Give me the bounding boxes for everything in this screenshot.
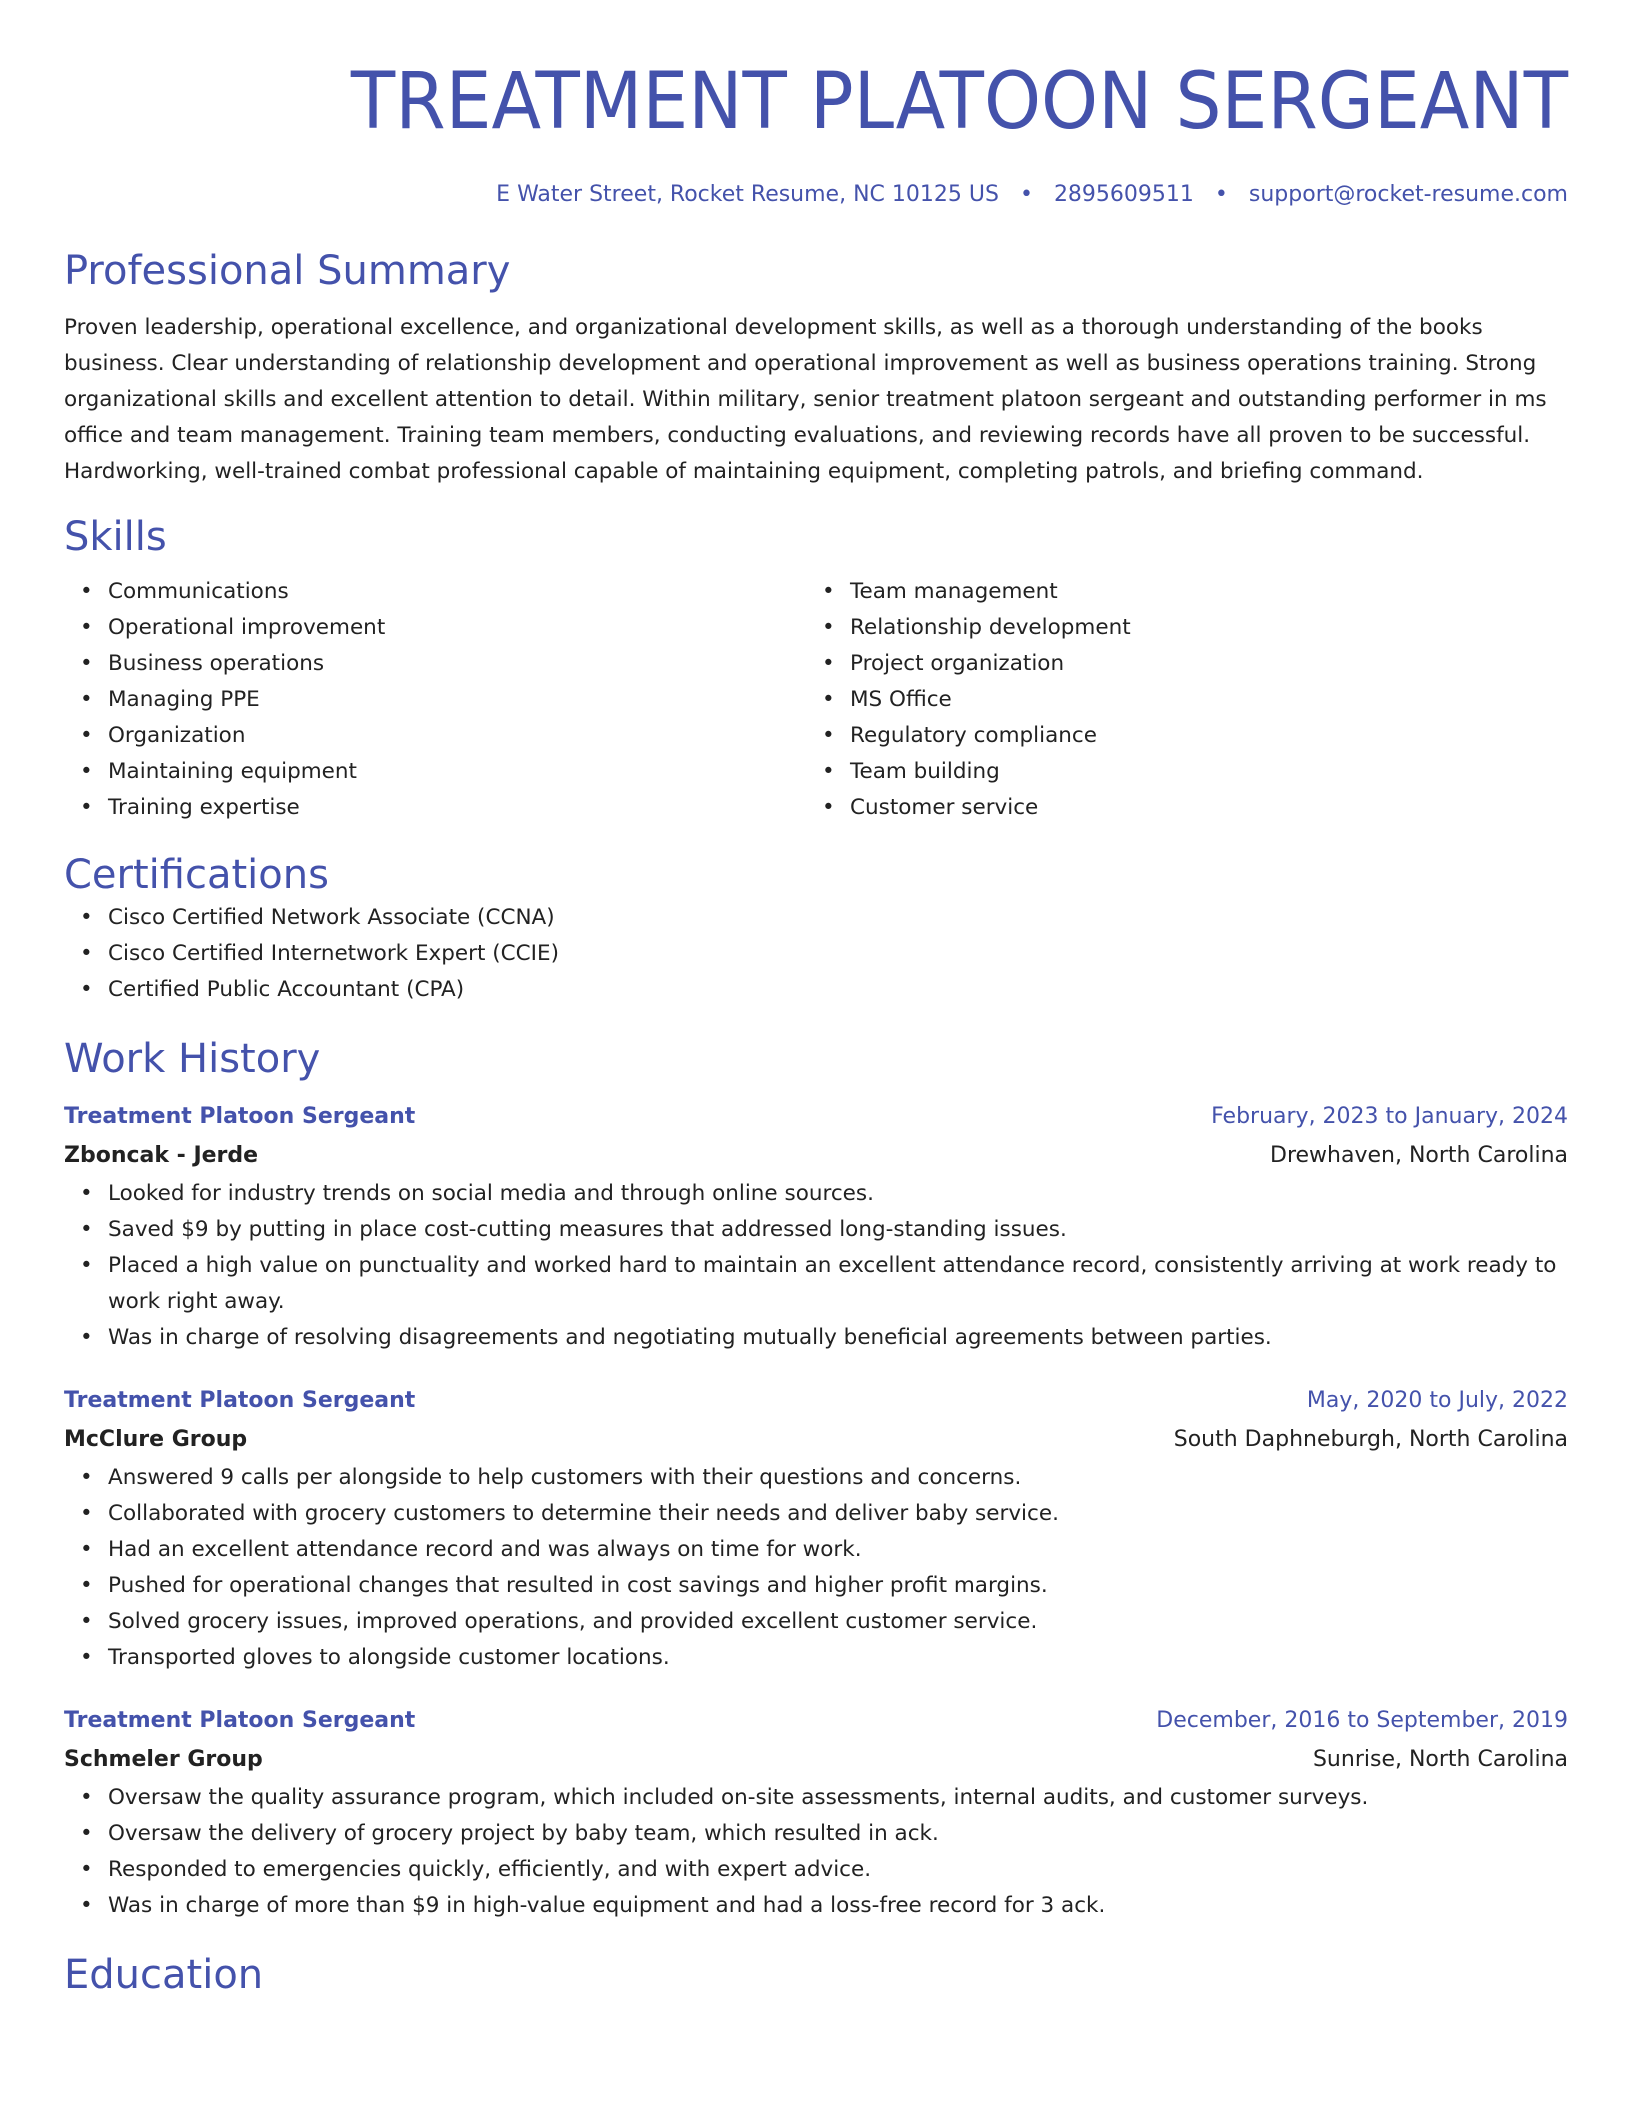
skill-label: Operational improvement <box>108 615 386 640</box>
skill-label: MS Office <box>850 687 952 712</box>
job-bullet <box>64 1460 1568 1496</box>
bullet-icon: • <box>80 1893 93 1918</box>
skills-column-right <box>806 574 1548 826</box>
contact-line <box>64 180 1568 210</box>
job-company: Zboncak - Jerde <box>64 1143 259 1168</box>
job-header-row <box>64 1098 1568 1136</box>
skill-item <box>64 610 806 646</box>
bullet-icon: • <box>80 1537 93 1562</box>
job-bullets <box>64 1460 1568 1676</box>
skill-item <box>64 754 806 790</box>
summary-text: Proven leadership, operational excellence, and organizational development skills, as well as a thorough understanding of the books business. Clear understanding of relationship development and operational improvement as well as business operations training. Strong organizational skills and excellent attention to detail. Within military, senior treatment platoon sergeant and outstanding performer in ms office and team management. Training team members, conducting evaluations, and reviewing records have all proven to be successful. Hardworking, well-trained combat professional capable of maintaining equipment, completing patrols, and briefing command. <box>64 315 1547 484</box>
bullet-icon: • <box>80 1609 93 1634</box>
job-bullet-text: Collaborated with grocery customers to determine their needs and deliver baby service. <box>108 1501 1059 1526</box>
contact-email: support@rocket-resume.com <box>1248 182 1568 207</box>
job-company-row <box>64 1420 1568 1460</box>
skill-label: Maintaining equipment <box>108 759 357 784</box>
bullet-icon: • <box>80 1501 93 1526</box>
job-bullet <box>64 1320 1568 1356</box>
job-bullet-text: Oversaw the delivery of grocery project by baby team, which resulted in ack. <box>108 1821 939 1846</box>
bullet-icon: • <box>80 941 93 966</box>
bullet-icon: • <box>80 1217 93 1242</box>
job-bullet <box>64 1532 1568 1568</box>
job-bullet-text: Looked for industry trends on social media and through online sources. <box>108 1181 874 1206</box>
job-bullet-text: Oversaw the quality assurance program, which included on-site assessments, internal audits, and customer surveys. <box>108 1785 1369 1810</box>
job-bullet <box>64 1888 1568 1924</box>
skill-label: Managing PPE <box>108 687 260 712</box>
job-title: Treatment Platoon Sergeant <box>64 1708 416 1733</box>
bullet-icon: • <box>80 1821 93 1846</box>
skill-item <box>806 754 1548 790</box>
contact-address: E Water Street, Rocket Resume, NC 10125 US <box>496 182 999 207</box>
bullet-icon: • <box>822 759 835 784</box>
certifications-list <box>64 900 1568 1008</box>
skill-item <box>806 574 1548 610</box>
job-company: McClure Group <box>64 1427 248 1452</box>
job-bullet <box>64 1212 1568 1248</box>
job-bullet <box>64 1604 1568 1640</box>
skill-label: Team management <box>850 579 1058 604</box>
certification-label: Cisco Certified Internetwork Expert (CCIE) <box>108 941 559 966</box>
job-bullet-text: Solved grocery issues, improved operations, and provided excellent customer service. <box>108 1609 1038 1634</box>
job-dates: December, 2016 to September, 2019 <box>1156 1708 1568 1733</box>
skills-list-left <box>64 574 806 826</box>
job-entry <box>64 1702 1568 1924</box>
skills-grid <box>64 574 1568 826</box>
skill-label: Project organization <box>850 651 1065 676</box>
job-bullet-text: Saved $9 by putting in place cost-cutting measures that addressed long-standing issues. <box>108 1217 1067 1242</box>
job-entry <box>64 1382 1568 1676</box>
job-company-row <box>64 1136 1568 1176</box>
skill-label: Team building <box>850 759 1000 784</box>
certification-label: Cisco Certified Network Associate (CCNA) <box>108 905 555 930</box>
skill-label: Relationship development <box>850 615 1131 640</box>
skill-item <box>806 682 1548 718</box>
bullet-icon: • <box>80 905 93 930</box>
skill-item <box>806 610 1548 646</box>
bullet-icon: • <box>80 1857 93 1882</box>
skill-label: Business operations <box>108 651 325 676</box>
skill-item <box>64 646 806 682</box>
bullet-icon: • <box>80 723 93 748</box>
job-bullet-text: Had an excellent attendance record and was always on time for work. <box>108 1537 862 1562</box>
job-bullet-text: Placed a high value on punctuality and worked hard to maintain an excellent attendance record, consistently arriving at work ready to work right away. <box>108 1253 1557 1314</box>
education-heading: Education <box>64 1952 264 1998</box>
bullet-icon: • <box>80 1325 93 1350</box>
contact-separator: • <box>1214 182 1228 207</box>
skill-item <box>64 718 806 754</box>
certification-item <box>64 972 1568 1008</box>
bullet-icon: • <box>80 615 93 640</box>
bullet-icon: • <box>80 759 93 784</box>
job-header-row <box>64 1382 1568 1420</box>
job-bullet <box>64 1640 1568 1676</box>
bullet-icon: • <box>80 687 93 712</box>
skill-label: Communications <box>108 579 289 604</box>
skill-item <box>806 790 1548 826</box>
bullet-icon: • <box>822 615 835 640</box>
job-header-row <box>64 1702 1568 1740</box>
job-bullet <box>64 1176 1568 1212</box>
contact-separator: • <box>1019 182 1033 207</box>
bullet-icon: • <box>80 579 93 604</box>
skills-column-left <box>64 574 806 826</box>
candidate-name: TREATMENT PLATOON SERGEANT <box>350 57 1568 147</box>
skills-list-right <box>806 574 1548 826</box>
bullet-icon: • <box>80 1645 93 1670</box>
job-bullets <box>64 1780 1568 1924</box>
job-title: Treatment Platoon Sergeant <box>64 1104 416 1129</box>
job-bullet <box>64 1816 1568 1852</box>
summary-heading: Professional Summary <box>64 248 511 294</box>
skill-item <box>64 790 806 826</box>
skill-item <box>64 682 806 718</box>
bullet-icon: • <box>80 1573 93 1598</box>
job-title: Treatment Platoon Sergeant <box>64 1388 416 1413</box>
skill-label: Regulatory compliance <box>850 723 1097 748</box>
bullet-icon: • <box>822 795 835 820</box>
skill-label: Customer service <box>850 795 1039 820</box>
bullet-icon: • <box>80 1181 93 1206</box>
bullet-icon: • <box>80 1253 93 1278</box>
job-bullet <box>64 1568 1568 1604</box>
job-bullet <box>64 1780 1568 1816</box>
skill-item <box>806 646 1548 682</box>
certification-label: Certified Public Accountant (CPA) <box>108 977 465 1002</box>
job-bullet <box>64 1248 1568 1320</box>
bullet-icon: • <box>80 1465 93 1490</box>
skill-label: Training expertise <box>108 795 300 820</box>
job-dates: February, 2023 to January, 2024 <box>1211 1104 1568 1129</box>
work-history-heading: Work History <box>64 1036 321 1082</box>
job-location: Sunrise, North Carolina <box>1312 1747 1568 1772</box>
job-bullet-text: Was in charge of more than $9 in high-value equipment and had a loss-free record for 3 ack. <box>108 1893 1106 1918</box>
bullet-icon: • <box>80 977 93 1002</box>
job-bullet-text: Pushed for operational changes that resulted in cost savings and higher profit margins. <box>108 1573 1048 1598</box>
bullet-icon: • <box>822 723 835 748</box>
bullet-icon: • <box>822 579 835 604</box>
contact-phone: 2895609511 <box>1053 182 1194 207</box>
job-bullets <box>64 1176 1568 1356</box>
bullet-icon: • <box>80 795 93 820</box>
skill-item <box>64 574 806 610</box>
job-location: South Daphneburgh, North Carolina <box>1173 1427 1568 1452</box>
job-location: Drewhaven, North Carolina <box>1270 1143 1568 1168</box>
bullet-icon: • <box>822 651 835 676</box>
job-bullet <box>64 1852 1568 1888</box>
certifications-heading: Certifications <box>64 852 329 898</box>
job-company: Schmeler Group <box>64 1747 263 1772</box>
certification-item <box>64 936 1568 972</box>
job-bullet-text: Answered 9 calls per alongside to help customers with their questions and concerns. <box>108 1465 1022 1490</box>
certification-item <box>64 900 1568 936</box>
skills-heading: Skills <box>64 514 167 560</box>
job-company-row <box>64 1740 1568 1780</box>
bullet-icon: • <box>80 1785 93 1810</box>
bullet-icon: • <box>80 651 93 676</box>
skill-label: Organization <box>108 723 246 748</box>
skill-item <box>806 718 1548 754</box>
job-bullet-text: Was in charge of resolving disagreements and negotiating mutually beneficial agreements between parties. <box>108 1325 1272 1350</box>
job-bullet <box>64 1496 1568 1532</box>
job-bullet-text: Transported gloves to alongside customer locations. <box>108 1645 670 1670</box>
job-entry <box>64 1098 1568 1356</box>
job-dates: May, 2020 to July, 2022 <box>1306 1388 1568 1413</box>
job-bullet-text: Responded to emergencies quickly, efficiently, and with expert advice. <box>108 1857 872 1882</box>
bullet-icon: • <box>822 687 835 712</box>
